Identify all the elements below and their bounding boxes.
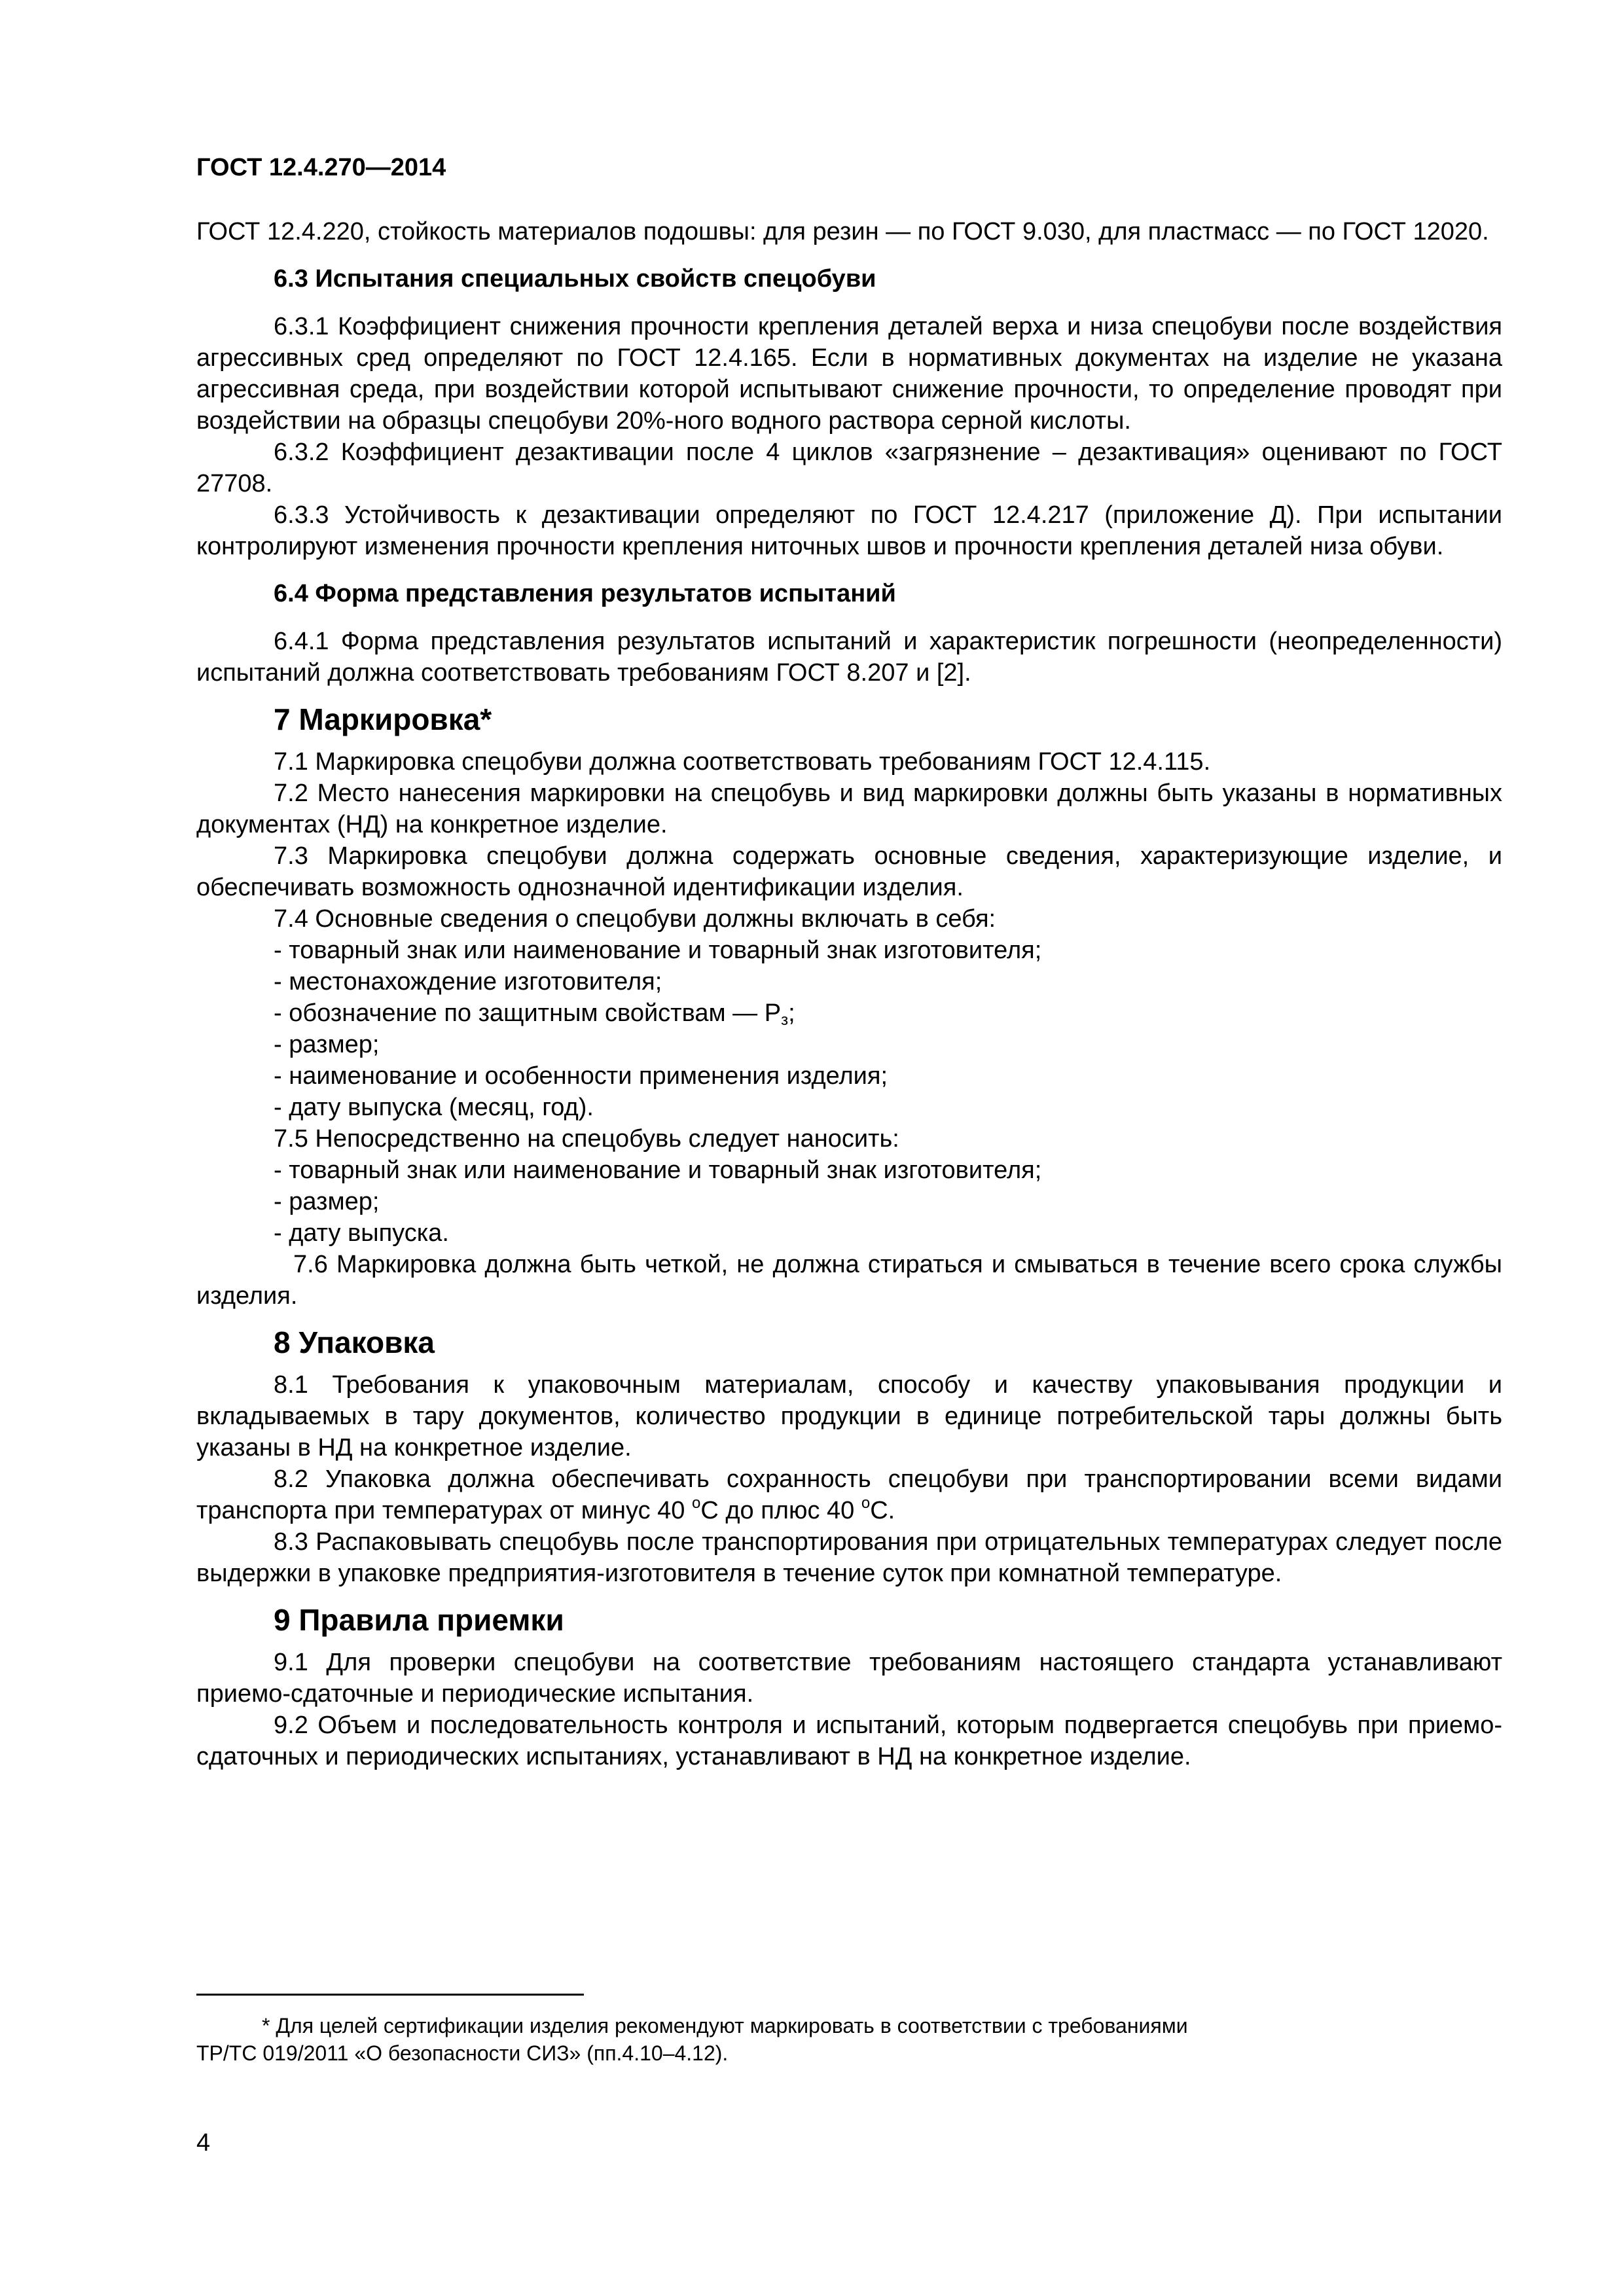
heading-9-acceptance: 9 Правила приемки bbox=[274, 1603, 564, 1637]
list-item: - товарный знак или наименование и товарный знак изготовителя; bbox=[274, 1157, 1042, 1184]
paragraph-6-4-1: 6.4.1 Форма представления результатов испытаний и характеристик погрешности (неопределенности) испытаний должна соответствовать требованиям ГОСТ 8.207 и [2]. bbox=[196, 628, 1502, 687]
paragraph-6-3-1: 6.3.1 Коэффициент снижения прочности крепления деталей верха и низа спецобуви после воздействия агрессивных сред определяют по ГОСТ 12.4.165. Если в нормативных документах на изделие не указана агрессивная среда, при воздействии которой испытывают снижение прочности, то определение проводят при воздействии на образцы спецобуви 20%-ного водного раствора серной кислоты. bbox=[196, 313, 1502, 435]
subscript: з bbox=[781, 1011, 789, 1029]
list-item bbox=[196, 997, 1502, 1029]
list-item: - товарный знак или наименование и товарный знак изготовителя; bbox=[274, 937, 1042, 964]
running-title: ГОСТ 12.4.270—2014 bbox=[196, 154, 446, 181]
degree-sign: o bbox=[692, 1494, 701, 1512]
paragraph-continuation: ГОСТ 12.4.220, стойкость материалов подошвы: для резин — по ГОСТ 9.030, для пластмасс — по ГОСТ 12020. bbox=[196, 218, 1489, 245]
paragraph-6-3-2: 6.3.2 Коэффициент дезактивации после 4 циклов «загрязнение – дезактивация» оценивают по ГОСТ 27708. bbox=[196, 439, 1502, 497]
heading-8-packaging: 8 Упаковка bbox=[274, 1325, 435, 1359]
heading-7-marking: 7 Маркировка* bbox=[274, 702, 492, 736]
paragraph-7-5: 7.5 Непосредственно на спецобувь следует наносить: bbox=[274, 1125, 899, 1153]
paragraph-7-6: 7.6 Маркировка должна быть четкой, не должна стираться и смываться в течение всего срока службы изделия. bbox=[196, 1251, 1502, 1310]
paragraph-9-2: 9.2 Объем и последовательность контроля и испытаний, которым подвергается спецобувь при приемо-сдаточных и периодических испытаниях, устанавливают в НД на конкретное изделие. bbox=[196, 1712, 1502, 1770]
list-item: - наименование и особенности применения изделия; bbox=[274, 1062, 888, 1090]
paragraph-8-2 bbox=[196, 1463, 1502, 1526]
degree-sign: o bbox=[861, 1494, 871, 1512]
footnote-divider bbox=[196, 1994, 584, 1996]
paragraph-6-3-3: 6.3.3 Устойчивость к дезактивации определяют по ГОСТ 12.4.217 (приложение Д). При испытании контролируют изменения прочности крепления ниточных швов и прочности крепления деталей низа обуви. bbox=[196, 501, 1502, 560]
list-item: - местонахождение изготовителя; bbox=[274, 968, 662, 996]
paragraph-7-4: 7.4 Основные сведения о спецобуви должны включать в себя: bbox=[274, 905, 996, 933]
footnote-line: ТР/ТС 019/2011 «О безопасности СИЗ» (пп.4.10–4.12). bbox=[196, 2041, 729, 2065]
list-item: - размер; bbox=[274, 1031, 380, 1058]
paragraph-8-3: 8.3 Распаковывать спецобувь после транспортирования при отрицательных температурах следует после выдержки в упаковке предприятия-изготовителя в течение суток при комнатной температуре. bbox=[196, 1528, 1502, 1587]
list-7-4 bbox=[196, 935, 1502, 1123]
paragraph-7-1: 7.1 Маркировка спецобуви должна соответствовать требованиям ГОСТ 12.4.115. bbox=[274, 748, 1211, 776]
page-number: 4 bbox=[196, 2129, 211, 2157]
paragraph-text: С до плюс 40 bbox=[700, 1497, 861, 1524]
footnote bbox=[196, 2012, 1502, 2067]
paragraph-8-1: 8.1 Требования к упаковочным материалам, способу и качеству упаковывания продукции и вкладываемых в тару документов, количество продукции в единице потребительской тары должны быть указаны в НД на конкретное изделие. bbox=[196, 1371, 1502, 1462]
heading-6-3: 6.3 Испытания специальных свойств спецобуви bbox=[274, 265, 876, 293]
list-item-punct: ; bbox=[788, 999, 795, 1027]
paragraph-7-2: 7.2 Место нанесения маркировки на спецобувь и вид маркировки должны быть указаны в нормативных документах (НД) на конкретное изделие. bbox=[196, 780, 1502, 838]
page-content bbox=[196, 152, 1502, 1772]
paragraph-9-1: 9.1 Для проверки спецобуви на соответствие требованиям настоящего стандарта устанавливают приемо-сдаточные и периодические испытания. bbox=[196, 1649, 1502, 1708]
list-item: - размер; bbox=[274, 1188, 380, 1215]
list-item: - дату выпуска (месяц, год). bbox=[274, 1094, 594, 1121]
list-7-5 bbox=[196, 1155, 1502, 1249]
footnote-line: * Для целей сертификации изделия рекомендуют маркировать в соответствии с требованиями bbox=[262, 2014, 1188, 2037]
paragraph-text: С. bbox=[870, 1497, 895, 1524]
heading-6-4: 6.4 Форма представления результатов испытаний bbox=[274, 580, 896, 607]
paragraph-7-3: 7.3 Маркировка спецобуви должна содержать основные сведения, характеризующие изделие, и обеспечивать возможность однозначной идентификации изделия. bbox=[196, 842, 1502, 901]
list-item-text: - обозначение по защитным свойствам — Р bbox=[274, 999, 782, 1027]
paragraph-text: 8.2 Упаковка должна обеспечивать сохранность спецобуви при транспортировании всеми видами транспорта при температурах от минус 40 bbox=[196, 1465, 1502, 1524]
list-item: - дату выпуска. bbox=[274, 1219, 449, 1247]
